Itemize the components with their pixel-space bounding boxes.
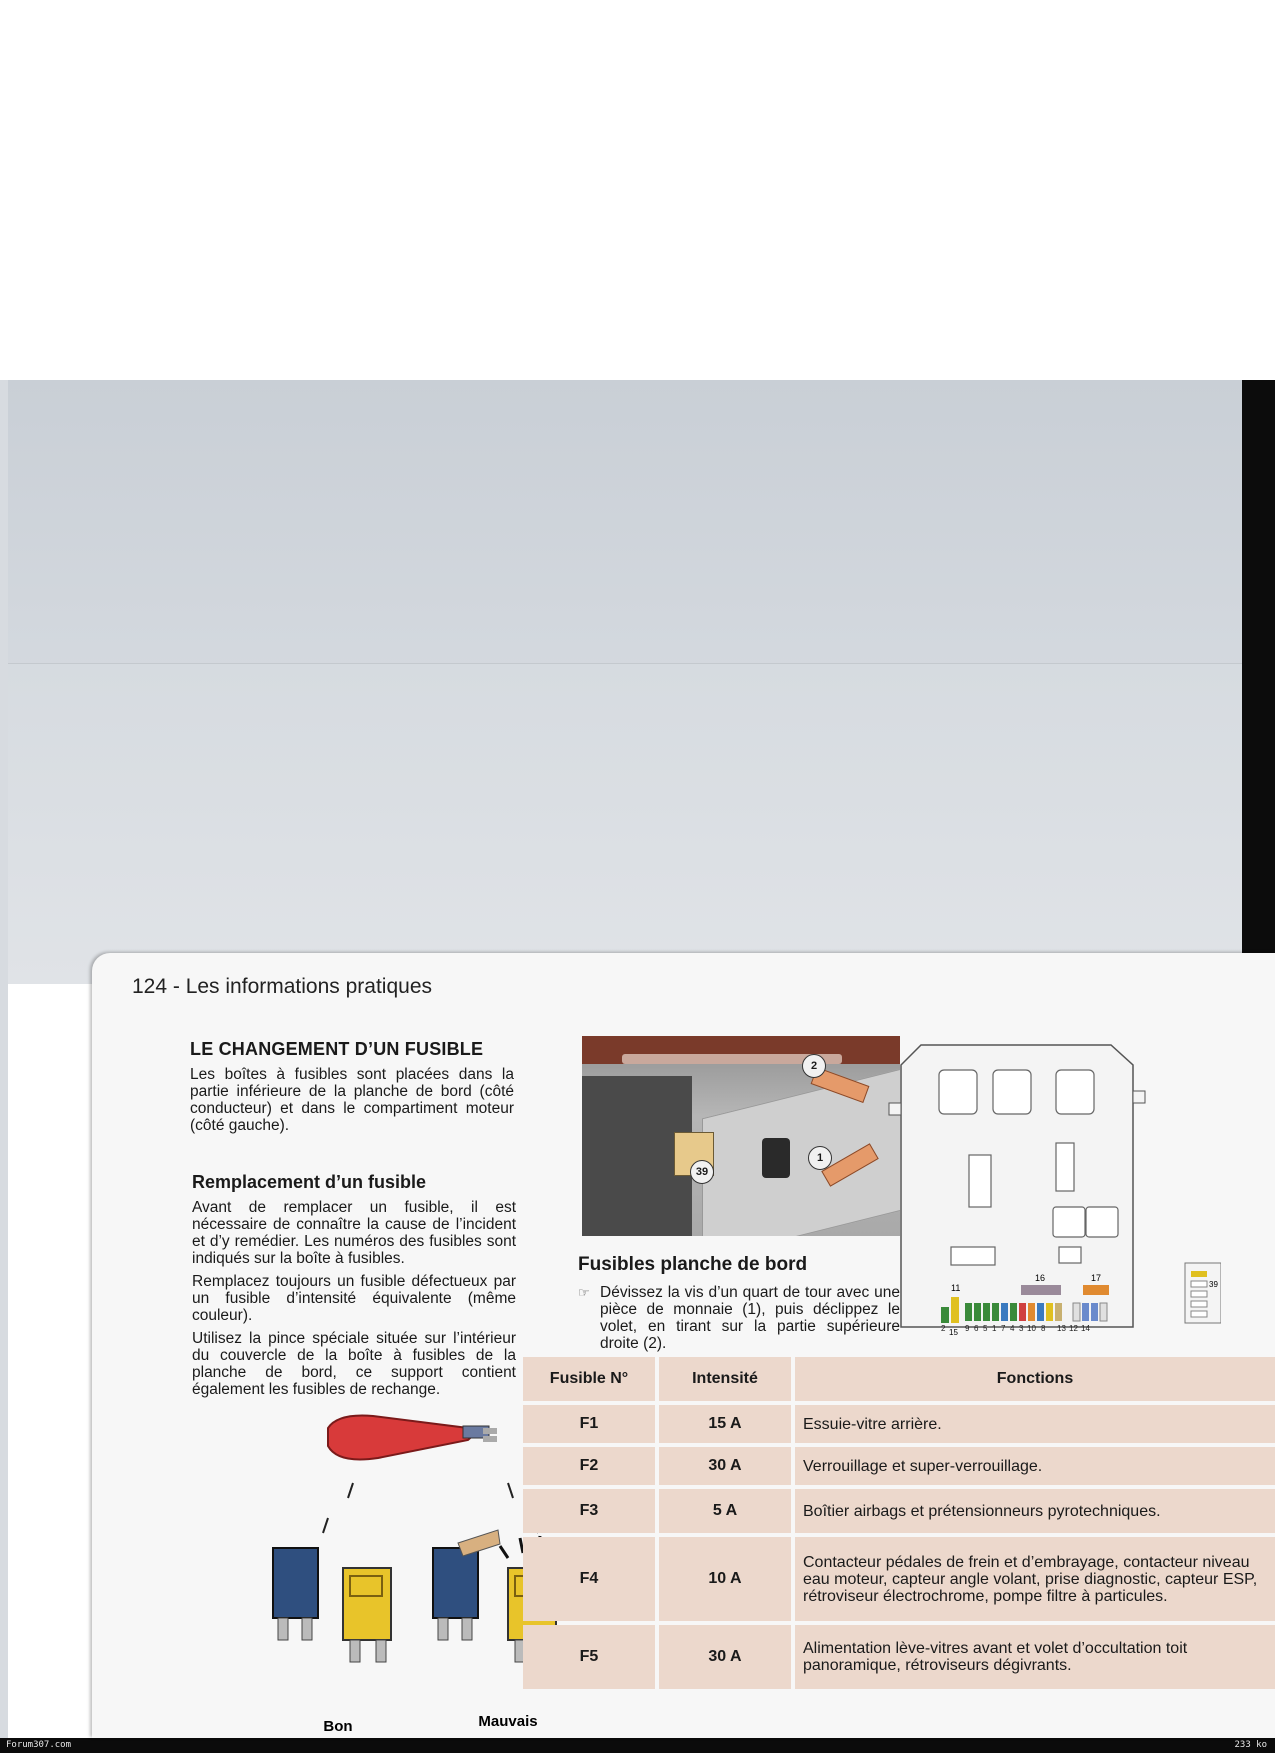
label-row-10: 10 (1027, 1324, 1036, 1333)
fuse-function: Essuie-vitre arrière. (795, 1405, 1275, 1443)
fuse-function: Boîtier airbags et prétensionneurs pyrotechniques. (795, 1489, 1275, 1533)
middle-column (578, 1036, 908, 1352)
fuse-illustration (178, 1388, 568, 1738)
marker-1: 1 (808, 1146, 832, 1170)
bad-fuse-blue (433, 1530, 500, 1640)
fuse-number: F4 (523, 1537, 655, 1621)
fuse-function: Contacteur pédales de frein et d’embrayage, contacteur niveau eau moteur, capteur angle volant, prise diagnostic, capteur ESP, rétroviseur électrochrome, pompe filtre à particules. (795, 1537, 1275, 1621)
label-row-8: 8 (1041, 1324, 1046, 1333)
detail-inset (1185, 1263, 1221, 1323)
fuse-intensity: 5 A (659, 1489, 791, 1533)
paragraph-3: Utilisez la pince spéciale située sur l’intérieur du couvercle de la boîte à fusibles de la planche de bord, ce support contient également les fusibles de rechange. (192, 1330, 516, 1398)
fuse-function: Alimentation lève-vitres avant et volet d’occultation toit panoramique, rétroviseurs dégivrants. (795, 1625, 1275, 1689)
label-39: 39 (1209, 1280, 1218, 1289)
paragraph-2: Remplacez toujours un fusible défectueux par un fusible d’intensité équivalente (même couleur). (192, 1273, 516, 1324)
pointing-hand-icon: ☞ (578, 1285, 590, 1300)
label-row-3: 3 (1019, 1324, 1024, 1333)
fuse-number: F1 (523, 1405, 655, 1443)
fuse-intensity: 30 A (659, 1447, 791, 1485)
dashboard-photo (582, 1036, 900, 1236)
table-row (523, 1447, 1275, 1485)
label-row-14: 14 (1081, 1324, 1090, 1333)
scanner-bottom-bar (0, 1738, 1275, 1753)
label-row-1: 1 (992, 1324, 997, 1333)
label-row-9: 9 (965, 1324, 970, 1333)
label-row-12: 12 (1069, 1324, 1078, 1333)
table-row (523, 1537, 1275, 1621)
good-fuse-blue (273, 1548, 318, 1640)
fuse-number: F5 (523, 1625, 655, 1689)
instruction-bullet (578, 1284, 908, 1352)
label-row-13: 13 (1057, 1324, 1066, 1333)
fuse-number: F3 (523, 1489, 655, 1533)
label-17: 17 (1091, 1273, 1102, 1283)
header-fuse-number: Fusible N° (523, 1357, 655, 1401)
label-15: 15 (949, 1328, 958, 1335)
paragraph-1: Avant de remplacer un fusible, il est nécessaire de connaître la cause de l’incident et d’y remédier. Les numéros des fusibles sont indiqués sur la boîte à fusibles. (192, 1199, 516, 1267)
table-row (523, 1625, 1275, 1689)
intro-paragraph: Les boîtes à fusibles sont placées dans la partie inférieure de la planche de bord (côté conducteur) et dans le compartiment moteur (côté gauche). (190, 1066, 514, 1134)
good-label: Bon (323, 1718, 353, 1735)
fuse-function: Verrouillage et super-verrouillage. (795, 1447, 1275, 1485)
section-heading: LE CHANGEMENT D’UN FUSIBLE (190, 1039, 484, 1059)
label-row-6: 6 (974, 1324, 979, 1333)
scanner-bed-top (0, 0, 1275, 380)
left-column (190, 1039, 614, 1398)
fuse-table (519, 1353, 1275, 1693)
scanner-gray-area-lower (8, 663, 1246, 984)
label-16: 16 (1035, 1273, 1046, 1283)
marker-39: 39 (690, 1160, 714, 1184)
page-header: 124 - Les informations pratiques (132, 975, 432, 998)
marker-2: 2 (802, 1054, 826, 1078)
fuse-box-diagram (861, 1035, 1221, 1335)
manual-page (92, 953, 1275, 1738)
fuse-intensity: 10 A (659, 1537, 791, 1621)
footer-site: Forum307.com (6, 1740, 72, 1750)
instruction-text: Dévissez la vis d’un quart de tour avec une pièce de monnaie (1), puis déclippez le volet, en tirant sur la partie supérieure droite (2). (600, 1284, 900, 1352)
label-row-4: 4 (1010, 1324, 1015, 1333)
good-fuse-yellow (343, 1568, 391, 1662)
label-row-5: 5 (983, 1324, 988, 1333)
footer-size: 233 ko (1234, 1740, 1267, 1750)
fuse-number: F2 (523, 1447, 655, 1485)
label-11: 11 (951, 1283, 961, 1293)
fuse-intensity: 15 A (659, 1405, 791, 1443)
header-intensity: Intensité (659, 1357, 791, 1401)
label-row-7: 7 (1001, 1324, 1006, 1333)
photo-title: Fusibles planche de bord (578, 1254, 808, 1275)
fuse-intensity: 30 A (659, 1625, 791, 1689)
table-row (523, 1405, 1275, 1443)
fuse-puller-tool (328, 1416, 497, 1460)
table-row (523, 1489, 1275, 1533)
subsection-heading: Remplacement d’un fusible (192, 1172, 427, 1192)
bad-label: Mauvais (478, 1713, 538, 1730)
table-header-row (523, 1357, 1275, 1401)
label-row-2: 2 (941, 1324, 946, 1333)
scanner-left-edge (0, 380, 8, 1753)
header-functions: Fonctions (795, 1357, 1275, 1401)
